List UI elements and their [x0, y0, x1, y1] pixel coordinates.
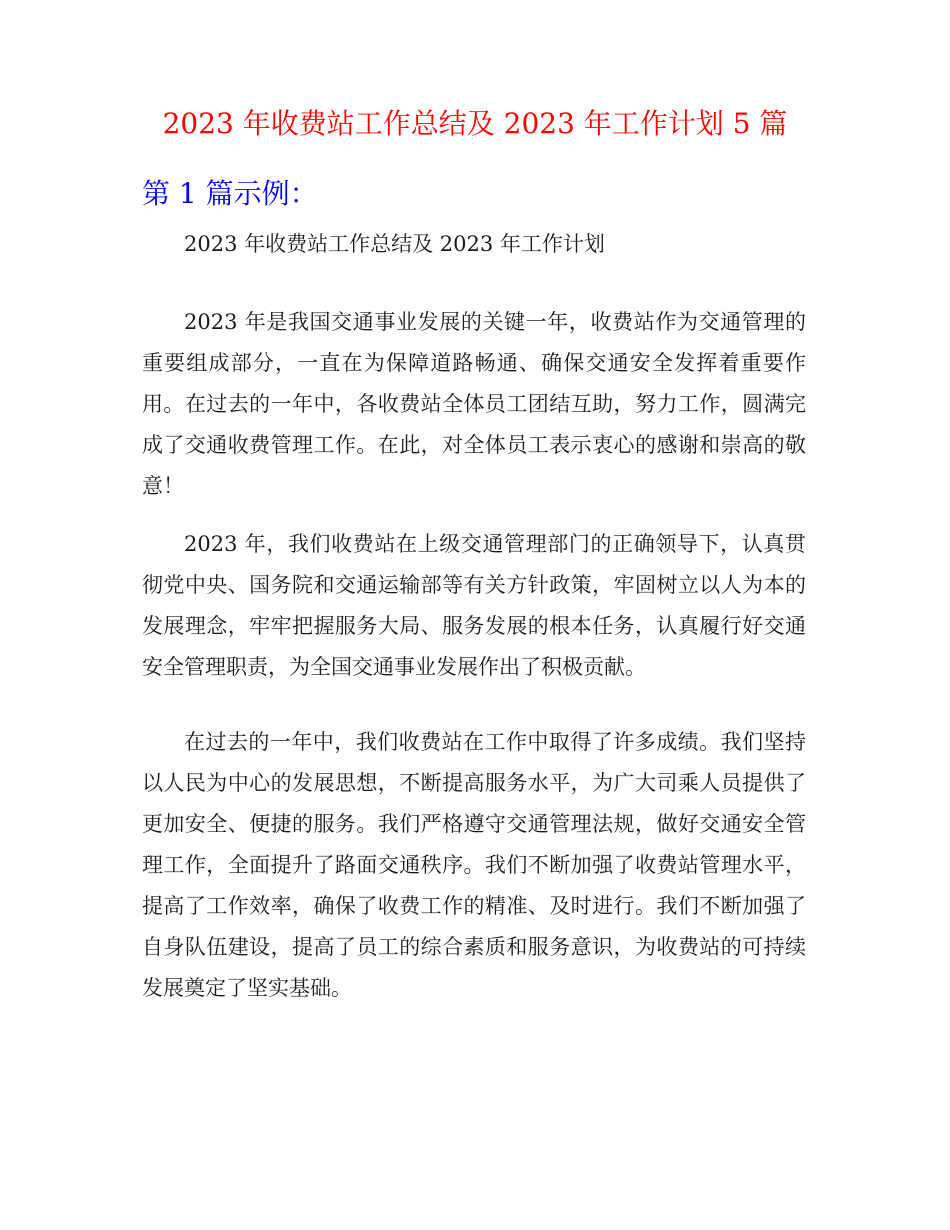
document-title: 2023 年收费站工作总结及 2023 年工作计划 5 篇: [162, 107, 788, 140]
paragraph-3: 在过去的一年中，我们收费站在工作中取得了许多成绩。我们坚持以人民为中心的发展思想，不断提高服务水平，为广大司乘人员提供了更加安全、便捷的服务。我们严格遵守交通管理法规，做好交通安全管理工作，全面提升了路面交通秩序。我们不断加强了收费站管理水平，提高了工作效率，确保了收费工作的精准、及时进行。我们不断加强了自身队伍建设，提高了员工的综合素质和服务意识，为收费站的可持续发展奠定了坚实基础。: [142, 730, 806, 1000]
paragraph-2: 2023 年，我们收费站在上级交通管理部门的正确领导下，认真贯彻党中央、国务院和交通运输部等有关方针政策，牢固树立以人为本的发展理念，牢牢把握服务大局、服务发展的根本任务，认真履行好交通安全管理职责，为全国交通事业发展作出了积极贡献。: [142, 532, 806, 679]
subtitle: 2023 年收费站工作总结及 2023 年工作计划: [184, 232, 605, 256]
section-heading: 第 1 篇示例：: [142, 177, 318, 210]
paragraph-1: 2023 年是我国交通事业发展的关键一年，收费站作为交通管理的重要组成部分，一直在为保障道路畅通、确保交通安全发挥着重要作用。在过去的一年中，各收费站全体员工团结互助，努力工作，圆满完成了交通收费管理工作。在此，对全体员工表示衷心的感谢和崇高的敬意！: [142, 310, 806, 498]
